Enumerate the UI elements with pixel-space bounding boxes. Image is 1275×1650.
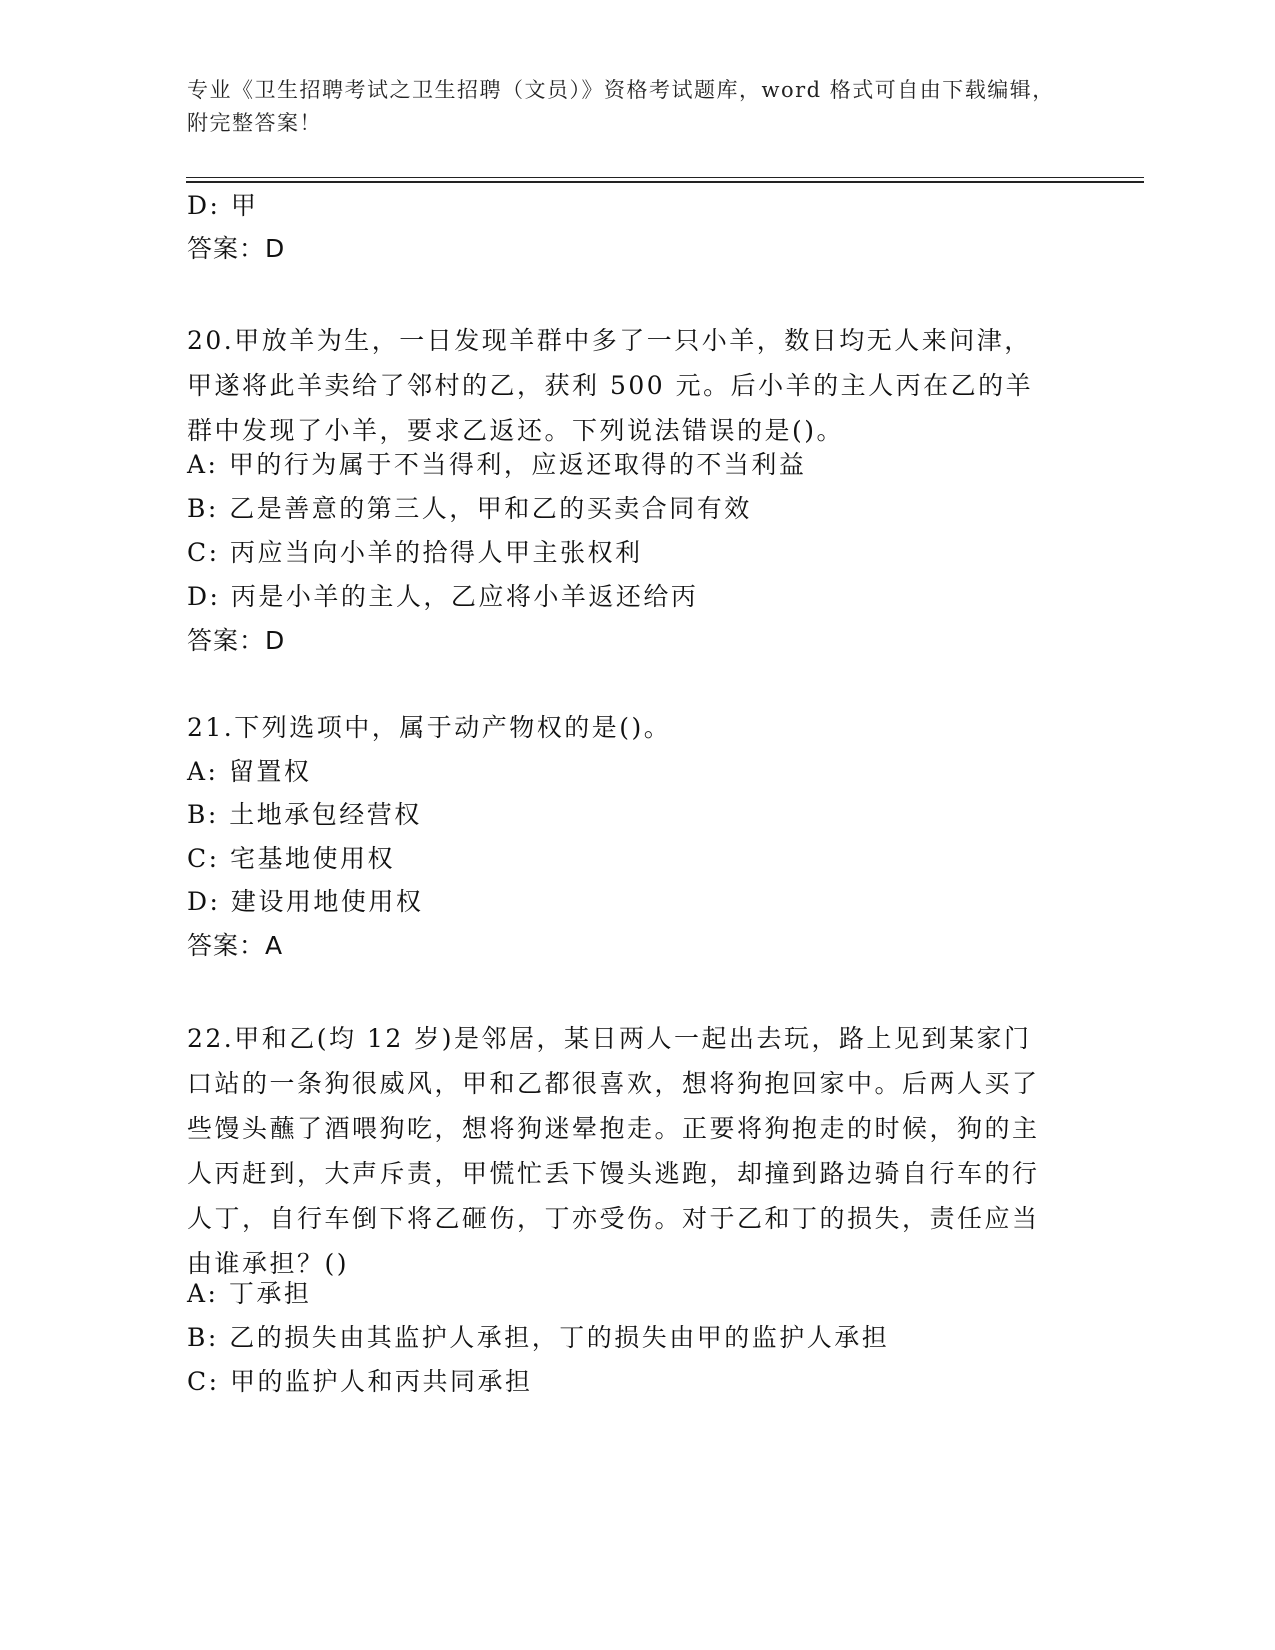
question-22-option-a: A: 丁承担	[187, 1279, 312, 1308]
question-22-stem: 22.甲和乙(均 12 岁)是邻居，某日两人一起出去玩，路上见到某家门口站的一条狗很威风，甲和乙都很喜欢，想将狗抱回家中。后两人买了些馒头蘸了酒喂狗吃，想将狗迷晕抱走。正要将狗抱走的时候，狗的主人丙赶到，大声斥责，甲慌忙丢下馒头逃跑，却撞到路边骑自行车的行人丁，自行车倒下将乙砸伤，丁亦受伤。对于乙和丁的损失，责任应当由谁承担？()	[187, 1024, 1040, 1278]
question-20-option-b: B: 乙是善意的第三人，甲和乙的买卖合同有效	[187, 494, 752, 523]
document-header: 专业《卫生招聘考试之卫生招聘（文员）》资格考试题库，word 格式可自由下载编辑，附完整答案！	[187, 78, 1055, 135]
question-20-answer: 答案：D	[187, 626, 286, 655]
prev-answer: 答案：D	[187, 234, 286, 263]
question-21-option-d: D: 建设用地使用权	[187, 887, 424, 916]
question-21-stem: 21.下列选项中，属于动产物权的是()。	[187, 713, 672, 742]
question-20-option-d: D: 丙是小羊的主人，乙应将小羊返还给丙	[187, 582, 699, 611]
question-20-option-c: C: 丙应当向小羊的拾得人甲主张权利	[187, 538, 643, 567]
header-divider-thick	[186, 181, 1144, 183]
question-20-option-a: A: 甲的行为属于不当得利，应返还取得的不当利益	[187, 450, 807, 479]
question-21-option-b: B: 土地承包经营权	[187, 800, 422, 829]
header-divider	[186, 177, 1144, 178]
question-22-option-b: B: 乙的损失由其监护人承担，丁的损失由甲的监护人承担	[187, 1323, 890, 1352]
question-21-answer: 答案：A	[187, 931, 284, 960]
question-20-stem: 20.甲放羊为生，一日发现羊群中多了一只小羊，数日均无人来问津，甲遂将此羊卖给了邻村的乙，获利 500 元。后小羊的主人丙在乙的羊群中发现了小羊，要求乙返还。下列说法错误的是()。	[187, 326, 1034, 445]
question-22-option-c: C: 甲的监护人和丙共同承担	[187, 1367, 533, 1396]
prev-option-d: D: 甲	[187, 191, 259, 220]
question-21-option-c: C: 宅基地使用权	[187, 844, 395, 873]
question-21-option-a: A: 留置权	[187, 757, 312, 786]
